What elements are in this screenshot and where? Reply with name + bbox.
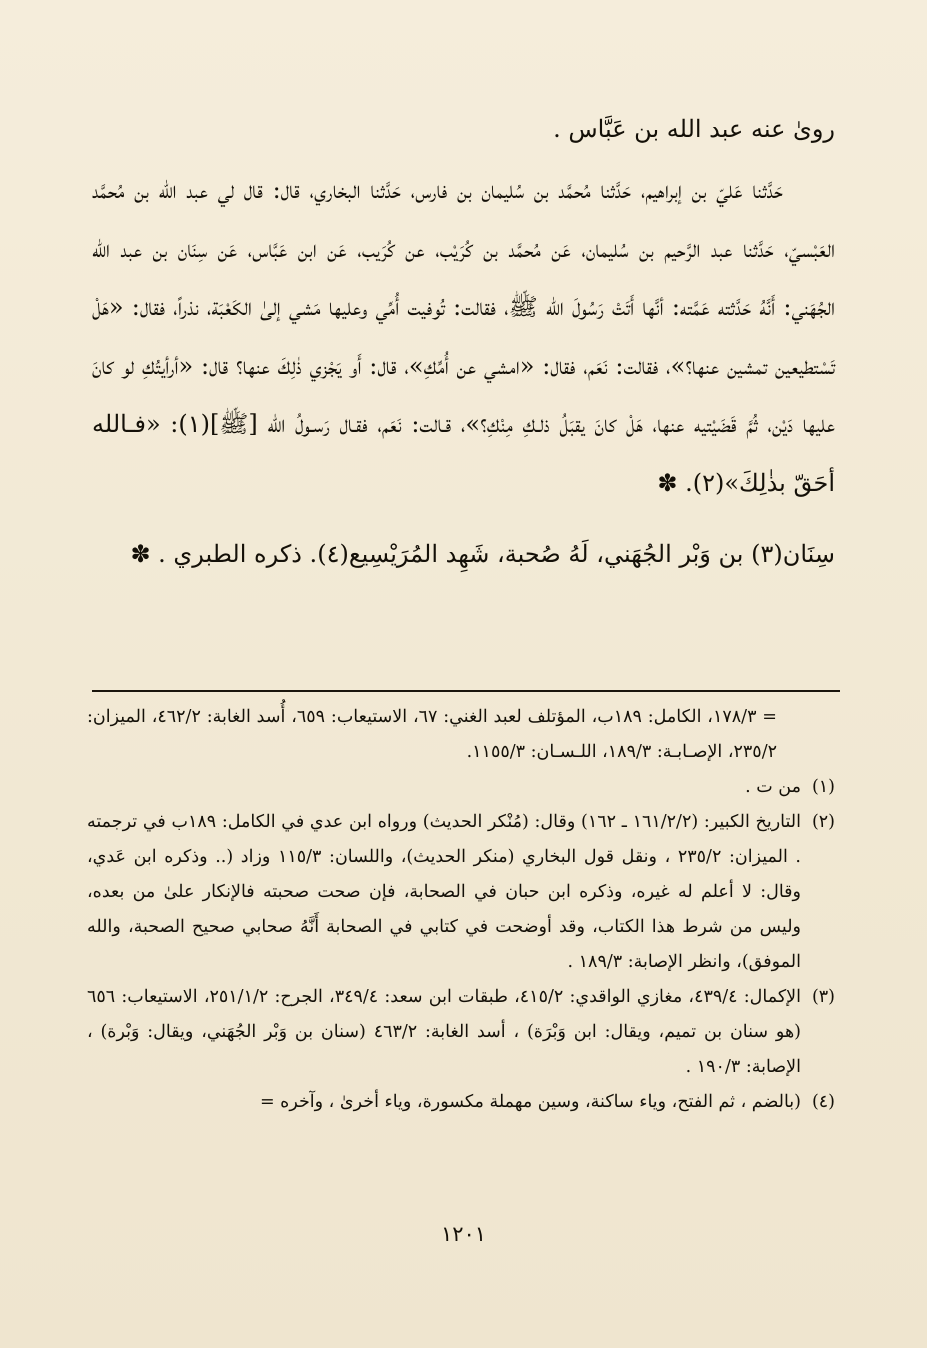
intro-line: رویٰ عنه عبد الله بن عَبَّاس . (553, 115, 835, 143)
biography-entry: سِنَان(٣) بن وَبْر الجُهَني، لَهُ صُحبة، شَهِد المُرَيْسِيع(٤). ذكره الطبري . ✽ (130, 540, 835, 568)
page-number: ١٢٠١ (440, 1222, 487, 1246)
footnote-marker: (٣) (811, 987, 835, 1007)
footnote-continuation: = ١٧٨/٣، الكامل: ١٨٩ب، المؤتلف لعبد الغني: ٦٧، الاستيعاب: ٦٥٩، أُسد الغابة: ٤٦٢/٢، الميزان: ٢٣٥/٢، الإصـابـة: ١٨٩/٣، اللـسـان: ١١٥٥/٣. (87, 707, 777, 762)
footnotes-section (87, 700, 835, 1120)
footnote-4 (87, 1085, 835, 1120)
footnote-divider (92, 690, 840, 692)
footnote-text: الإكمال: ٤٣٩/٤، مغازي الواقدي: ٤١٥/٢، طبقات ابن سعد: ٣٤٩/٤، الجرح: ٢٥١/١/٢، الاستيعاب: ٦٥٦ (هو سنان بن تميم، ويقال: ابن وَبْرَة) ، أسد الغابة: ٤٦٣/٢ (سنان بن وَبْر الجُهَني، ويقال: وَبْرة) ، الإصابة: ١٩٠/٣ . (87, 987, 801, 1077)
main-text (92, 105, 835, 582)
footnote-3 (87, 980, 835, 1085)
hadith-paragraph: حَدَّثنا عَليّ بن إبراهيم، حَدَّثنا مُحمَّد بن سُليمان بن فارس، حَدَّثنا البخاري، قال: قال لي عبد الله بن مُحمَّد العَبْسيّ، حَدَّثنا عبد الرَّحيم بن سُليمان، عَن مُحمَّد بن كُرَيْب، عن كُرَيب، عَن ابن عَبَّاس، عَن سِنَان بن عبد الله الجُهَني: أَنَّهُ حَدَّثته عَمَّته: أنَّها أَتَتْ رَسُولَ الله ﷺ، فقالت: تُوفيت أُمِّي وعليها مَشي إلىٰ الكَعْبَة، نذراً، فقال: «هَلْ تَسْتطيعين تمشين عنها؟»، فقالت: نَعَم، فقال: «امشي عن أُمِّكِ»، قال: أَو يَجْزي ذٰلِكَ عنها؟ قال: «أرأيتُكِ لو كانَ عليها دَيْن، ثُمَّ قَضَيْتيه عنها، هَلْ كانَ يقبَلُ ذلـكِ مِنْكِ؟»، قـالت: نَعَم، فقـال رَسـولُ الله [ﷺ](١): «فـالله أحَقّ بذٰلِكَ»(٢). ✽ (92, 176, 836, 497)
footnote-2 (87, 805, 835, 980)
footnote-marker: (١) (811, 777, 835, 797)
footnote-text: (بالضم ، ثم الفتح، وياء ساكنة، وسين مهملة مكسورة، وياء أخرىٰ ، وآخره = (259, 1092, 801, 1112)
footnote-marker: (٢) (811, 812, 835, 832)
footnote-text: من ت . (745, 777, 801, 797)
footnote-1 (87, 770, 835, 805)
footnote-text: التاريخ الكبير: (١٦١/٢/٢ ـ ١٦٢) وقال: (مُنْكر الحديث) ورواه ابن عدي في الكامل: ١٨٩ب في ترجمته . الميزان: ٢٣٥/٢ ، ونقل قول البخاري (منكر الحديث)، واللسان: ١١٥/٣ وزاد (.. وذكره ابن عَدي، وقال: لا أعلم له غيره، وذكره ابن حبان في الصحابة، فإن صحت صحبته فالإنكار علىٰ من بعده، وليس من شرط هذا الكتاب، وقد أوضحت في كتابي في الصحابة أَنَّهُ صحابي صحيح الصحبة، والله الموفق)، وانظر الإصابة: ١٨٩/٣ . (87, 812, 801, 972)
footnote-marker: (٤) (811, 1092, 835, 1112)
